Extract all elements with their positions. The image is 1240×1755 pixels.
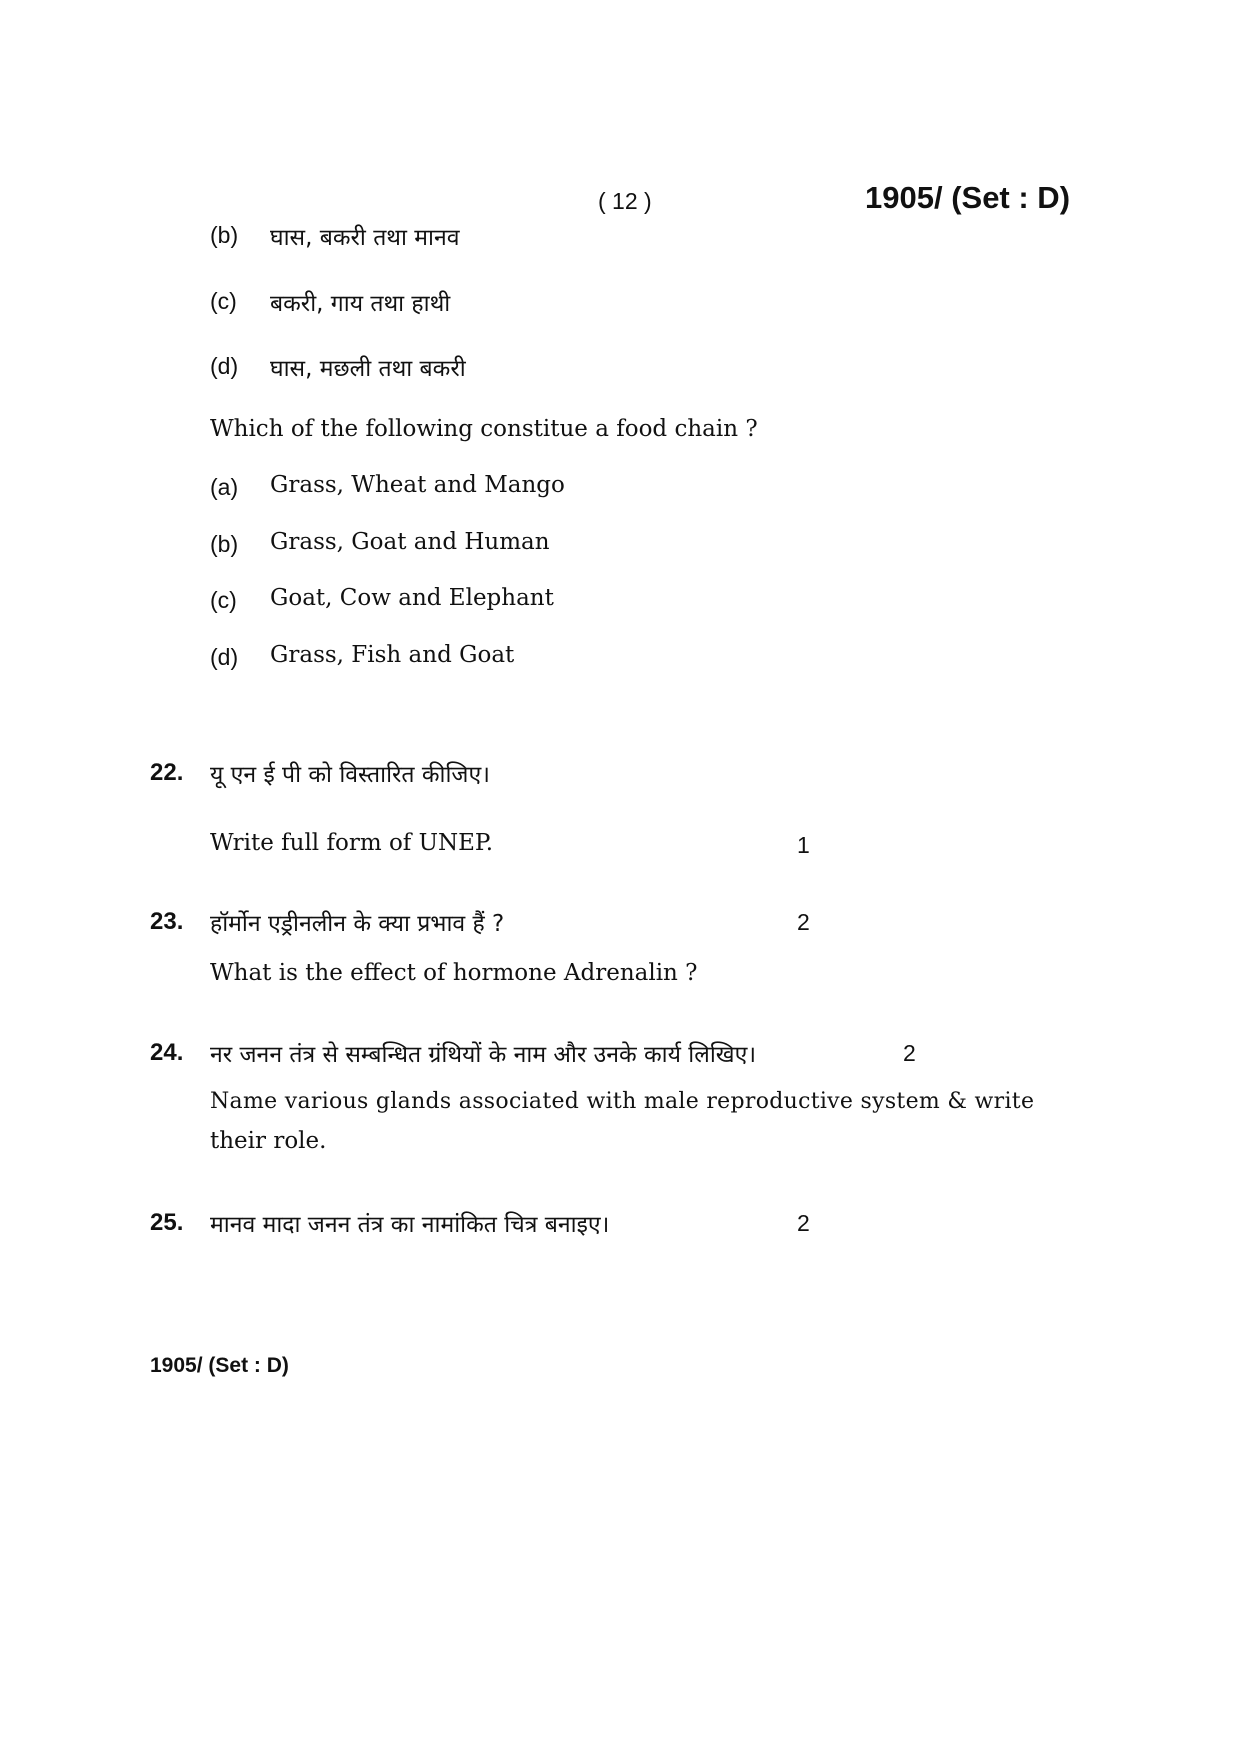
question-marks: 2	[797, 909, 810, 935]
option-label: (c)	[210, 587, 237, 613]
question-marks: 2	[903, 1040, 916, 1066]
question-number: 23.	[150, 908, 184, 935]
option-text: बकरी, गाय तथा हाथी	[270, 291, 451, 317]
paper-code-footer: 1905/ (Set : D)	[150, 1354, 289, 1377]
option-text: Grass, Wheat and Mango	[270, 472, 565, 498]
question-hindi: मानव मादा जनन तंत्र का नामांकित चित्र बनाइए।	[210, 1212, 610, 1238]
question-hindi: हॉर्मोन एड्रीनलीन के क्या प्रभाव हैं ?	[210, 911, 505, 937]
option-text: Goat, Cow and Elephant	[270, 585, 554, 611]
option-text: Grass, Goat and Human	[270, 529, 550, 555]
q21-english-question: Which of the following constitue a food chain ?	[210, 416, 758, 442]
page-number: ( 12 )	[598, 188, 652, 214]
question-number: 25.	[150, 1209, 184, 1236]
option-text: घास, मछली तथा बकरी	[270, 356, 466, 382]
option-label: (b)	[210, 531, 239, 557]
question-marks: 2	[797, 1210, 810, 1236]
question-marks: 1	[797, 832, 810, 858]
option-text: घास, बकरी तथा मानव	[270, 225, 460, 251]
question-english: What is the effect of hormone Adrenalin ?	[210, 960, 698, 986]
option-label: (b)	[210, 222, 239, 248]
option-label: (d)	[210, 644, 239, 670]
question-hindi: यू एन ई पी को विस्तारित कीजिए।	[210, 762, 490, 788]
question-number: 22.	[150, 759, 184, 786]
option-text: Grass, Fish and Goat	[270, 642, 515, 668]
question-english: Write full form of UNEP.	[210, 830, 494, 856]
question-number: 24.	[150, 1039, 184, 1066]
option-label: (c)	[210, 288, 237, 314]
question-hindi: नर जनन तंत्र से सम्बन्धित ग्रंथियों के नाम और उनके कार्य लिखिए।	[210, 1042, 757, 1068]
paper-code-header: 1905/ (Set : D)	[865, 180, 1071, 215]
option-label: (d)	[210, 353, 239, 379]
option-label: (a)	[210, 474, 239, 500]
question-english-line1: Name various glands associated with male reproductive system & write	[210, 1089, 1035, 1114]
question-english-line2: their role.	[210, 1128, 327, 1154]
